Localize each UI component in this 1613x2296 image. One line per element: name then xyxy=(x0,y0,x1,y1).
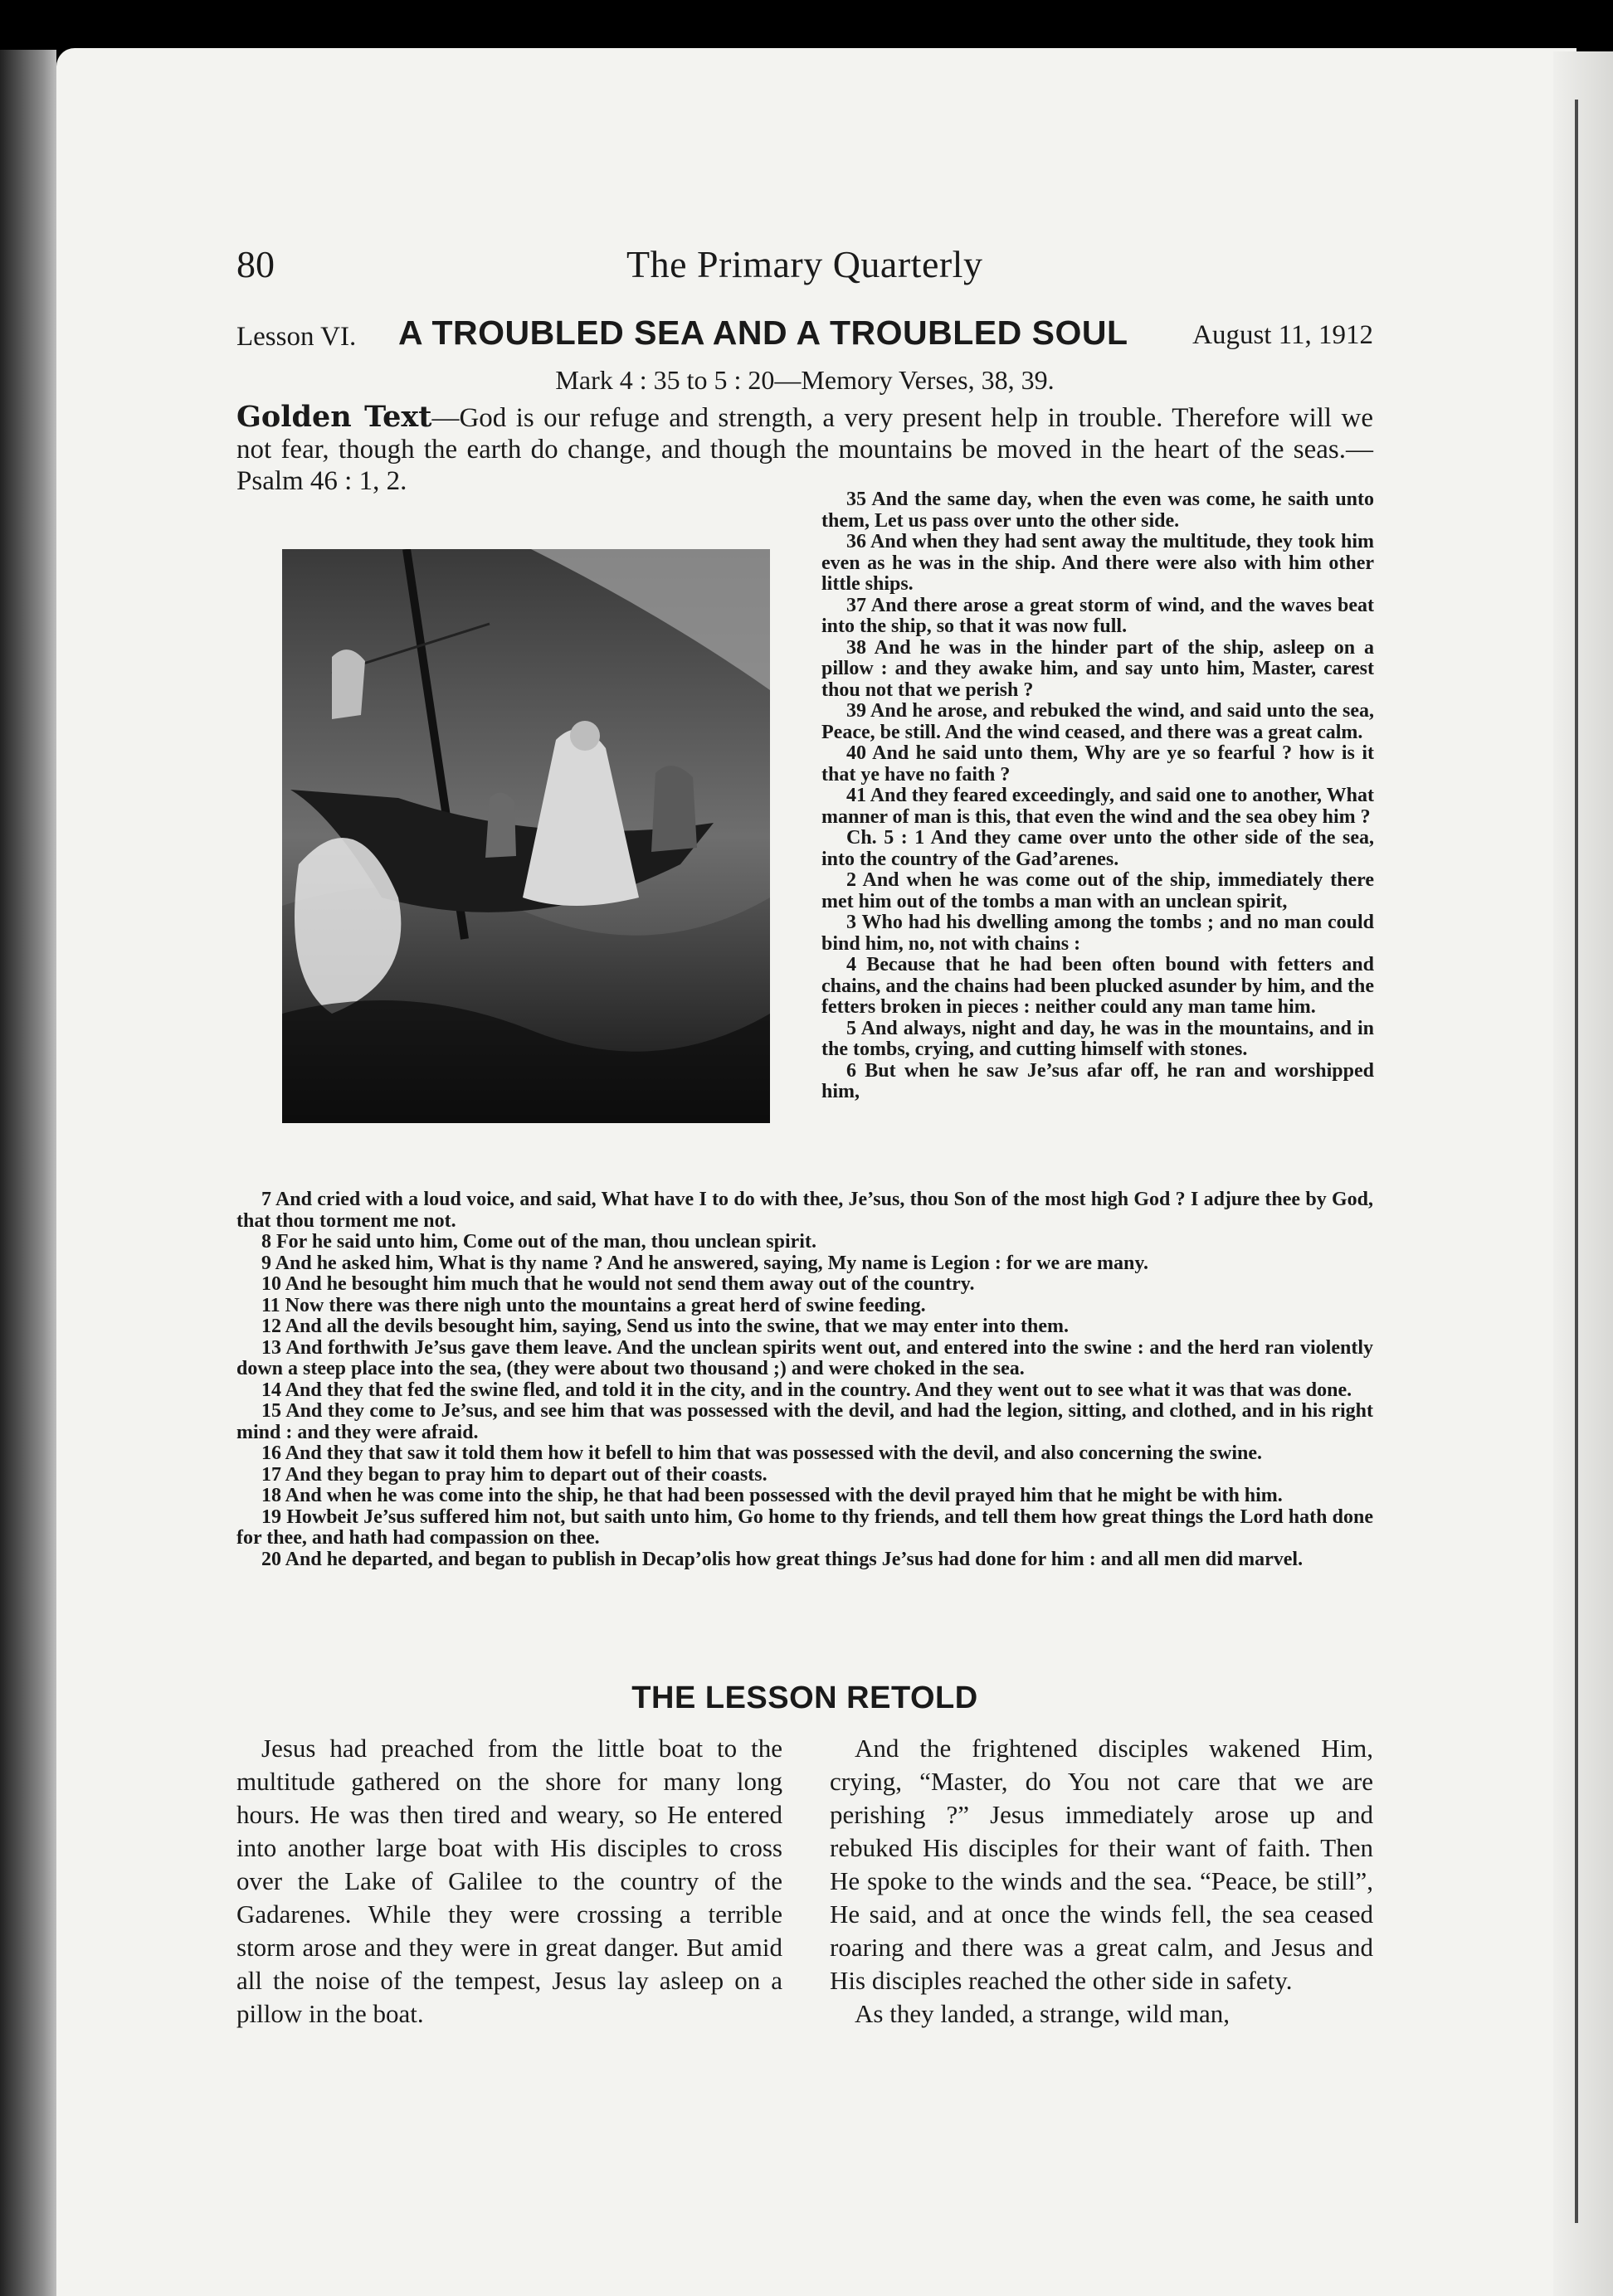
verse: 8 For he said unto him, Come out of the man, thou unclean spirit. xyxy=(261,1231,816,1253)
verse: 41 And they feared exceedingly, and said one to another, What manner of man is this, that even the wind and the sea obey him ? xyxy=(821,785,1374,828)
section-heading: THE LESSON RETOLD xyxy=(631,1681,978,1715)
verse: 37 And there arose a great storm of wind, and the waves beat into the ship, so that it was now full. xyxy=(821,594,1374,637)
verse: 35 And the same day, when the even was come, he saith unto them, Let us pass over unto the other side. xyxy=(821,489,1374,532)
verse: 6 But when he saw Je’sus afar off, he ran and worshipped him, xyxy=(821,1059,1374,1102)
retold-paragraph: As they landed, a strange, wild man, xyxy=(855,1999,1230,2028)
verse: Ch. 5 : 1 And they came over unto the other side of the sea, into the country of the Gad’arenes. xyxy=(821,827,1374,870)
page-number: 80 xyxy=(236,243,275,285)
lesson-title: A TROUBLED SEA AND A TROUBLED SOUL xyxy=(398,314,1128,352)
verse: 7 And cried with a loud voice, and said, What have I to do with thee, Je’sus, thou Son of the most high God ? I adjure thee by God, that thou torment me not. xyxy=(236,1189,1373,1232)
golden-text-label: Golden Text xyxy=(236,400,432,434)
verse: 18 And when he was come into the ship, he that had been possessed with the devil prayed him that he might be with him. xyxy=(261,1485,1283,1506)
illustration-disciple-mast xyxy=(332,649,365,719)
page-fold-line xyxy=(1575,100,1578,2223)
verse: 36 And when they had sent away the multitude, they took him even as he was in the ship. And there were also with him other little ships. xyxy=(821,531,1374,595)
illustration-disciple-right xyxy=(651,766,697,852)
illustration-disciple-center xyxy=(485,793,516,858)
verse: 12 And all the devils besought him, saying, Send us into the swine, that we may enter into them. xyxy=(261,1316,1069,1337)
lesson-number: Lesson VI. xyxy=(236,322,357,352)
verse: 17 And they began to pray him to depart out of their coasts. xyxy=(261,1463,768,1486)
verse: 4 Because that he had been often bound with fetters and chains, and the chains had been plucked asunder by him, and the fetters broken in pieces : neither could any man tame him. xyxy=(821,954,1374,1018)
verse: 14 And they that fed the swine fled, and told it in the city, and in the country. And they went out to see what it was that was done. xyxy=(261,1379,1352,1401)
lesson-date: August 11, 1912 xyxy=(1192,320,1373,350)
verse: 10 And he besought him much that he would not send them away out of the country. xyxy=(261,1273,975,1295)
running-title: The Primary Quarterly xyxy=(626,243,983,285)
scan-border-top xyxy=(0,0,1613,50)
verses-full-width xyxy=(236,1189,1373,1570)
verse: 5 And always, night and day, he was in the mountains, and in the tombs, crying, and cutting himself with stones. xyxy=(821,1017,1374,1060)
retold-paragraph: And the frightened disciples wakened Him, crying, “Master, do You not care that we are perishing ?” Jesus immediately arose up and rebuked His disciples for their want of faith. Then He spoke to the winds and the sea. “Peace, be still”, He said, and at once the winds fell, the sea ceased roaring and there was a great calm, and Jesus and His disciples reached the other side in safety. xyxy=(830,1734,1373,1995)
verse: 11 Now there was there nigh unto the mountains a great herd of swine feeding. xyxy=(261,1294,926,1316)
golden-text-body: —God is our refuge and strength, a very present help in trouble. Therefore will we not fear, though the earth do change, and though the mountains be moved in the heart of the seas.—Psalm 46 : 1, 2. xyxy=(236,403,1374,496)
verse: 15 And they come to Je’sus, and see him that was possessed with the devil, and had the legion, sitting, and clothed, and in his right mind : and they were afraid. xyxy=(236,1400,1373,1443)
book-binding-edge xyxy=(0,50,56,2296)
verse: 9 And he asked him, What is thy name ? And he answered, saying, My name is Legion : for we are many. xyxy=(261,1252,1148,1274)
running-header xyxy=(236,242,1373,300)
page-right-edge xyxy=(1553,51,1613,2296)
verse: 39 And he arose, and rebuked the wind, and said unto the sea, Peace, be still. And the wind ceased, and there was a great calm. xyxy=(821,700,1374,743)
verse: 20 And he departed, and began to publish in Decap’olis how great things Je’sus had done for him : and all men did marvel. xyxy=(261,1548,1304,1570)
golden-text xyxy=(236,401,1373,497)
verse: 19 Howbeit Je’sus suffered him not, but saith unto him, Go home to thy friends, and tell them how great things the Lord hath done for thee, and hath had compassion on thee. xyxy=(236,1506,1373,1549)
verse: 13 And forthwith Je’sus gave them leave. And the unclean spirits went out, and entered into the swine : and the herd ran violently down a steep place into the sea, (they were about two thousand ;) and were choked in the sea. xyxy=(236,1336,1373,1379)
storm-boat-illustration xyxy=(282,549,770,1123)
verse: 3 Who had his dwelling among the tombs ; and no man could bind him, no, not with chains : xyxy=(821,912,1374,955)
verses-right-column xyxy=(821,489,1374,1103)
illustration-head xyxy=(570,721,600,751)
verse: 2 And when he was come out of the ship, immediately there met him out of the tombs a man with an unclean spirit, xyxy=(821,869,1374,912)
scripture-reference: Mark 4 : 35 to 5 : 20—Memory Verses, 38, 39. xyxy=(555,365,1055,395)
verse: 38 And he was in the hinder part of the ship, asleep on a pillow : and they awake him, and say unto him, Master, carest thou not that we perish ? xyxy=(821,636,1374,701)
retold-left-column xyxy=(236,1732,782,2031)
verse: 16 And they that saw it told them how it befell to him that was possessed with the devil, and also concerning the swine. xyxy=(261,1442,1263,1464)
verse: 40 And he said unto them, Why are ye so fearful ? how is it that ye have no faith ? xyxy=(821,742,1374,786)
retold-paragraph: Jesus had preached from the little boat to the multitude gathered on the shore for many long hours. He was then tired and weary, so He entered into another large boat with His disciples to cross over the Lake of Galilee to the country of the Gadarenes. While they were crossing a terrible storm arose and they were in great danger. But amid all the noise of the tempest, Jesus lay asleep on a pillow in the boat. xyxy=(236,1734,782,2028)
lesson-heading xyxy=(236,314,1373,363)
retold-right-column xyxy=(830,1732,1373,2031)
